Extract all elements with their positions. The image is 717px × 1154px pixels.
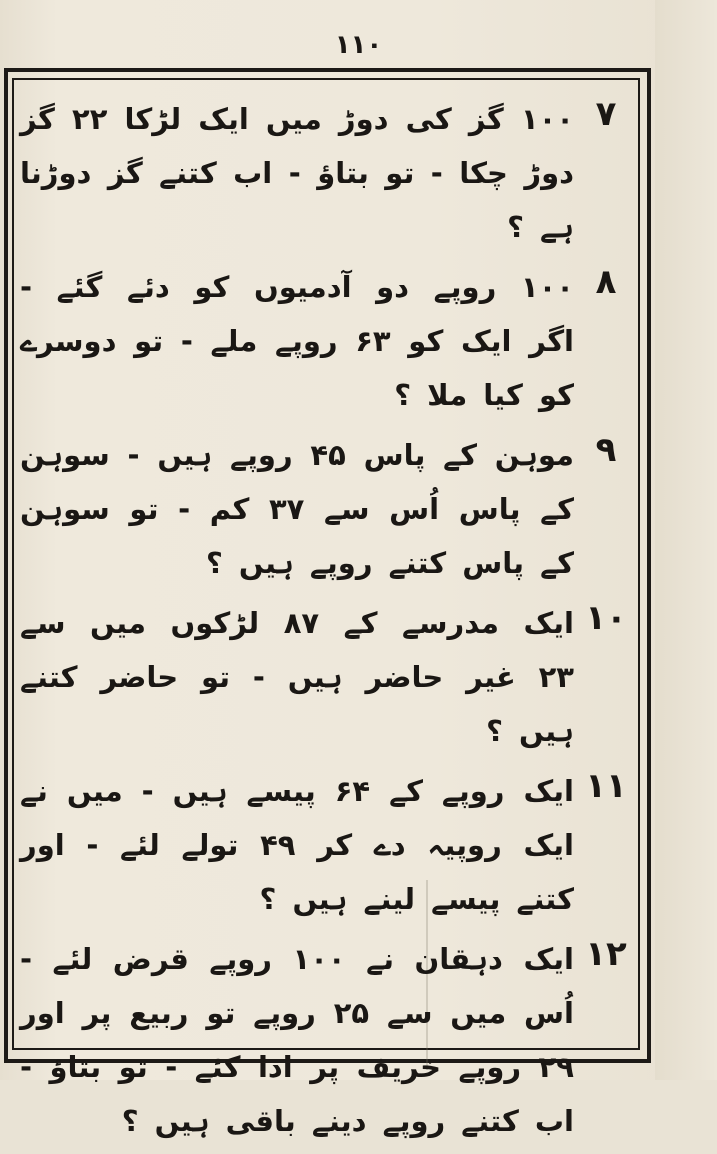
question-number: ۱۲ [585,934,627,974]
question-text: ۱۰۰ روپے دو آدمیوں کو دئے گئے - اگر ایک کو ۶۳ روپے ملے - تو دوسرے کو کیا ملا ؟ [20,270,574,412]
page-margin [655,0,717,1080]
question-number: ۷ [595,94,617,134]
question-12 [20,932,632,1148]
question-list [20,92,632,1154]
page-number: ۱۱۰ [334,30,383,60]
question-number: ۱۰ [585,598,627,638]
question-text: ایک روپے کے ۶۴ پیسے ہیں - میں نے ایک روپیہ دے کر ۴۹ تولے لئے - اور کتنے پیسے لینے ہیں ؟ [20,774,574,916]
question-9 [20,428,632,590]
question-8 [20,260,632,422]
question-text: موہن کے پاس ۴۵ روپے ہیں - سوہن کے پاس اُس سے ۳۷ کم - تو سوہن کے پاس کتنے روپے ہیں ؟ [20,438,574,580]
question-text: ۱۰۰ گز کی دوڑ میں ایک لڑکا ۲۲ گز دوڑ چکا - تو بتاؤ - اب کتنے گز دوڑنا ہے ؟ [20,102,574,244]
question-7 [20,92,632,254]
question-number: ۹ [595,430,617,470]
question-10 [20,596,632,758]
question-text: ایک دہقان نے ۱۰۰ روپے قرض لئے - اُس میں سے ۲۵ روپے تو ربیع پر اور ۲۹ روپے خریف پر ادا کئے - تو بتاؤ - اب کتنے روپے دینے باقی ہیں ؟ [20,942,574,1138]
question-number: ۸ [595,262,617,302]
question-text: ایک مدرسے کے ۸۷ لڑکوں میں سے ۲۳ غیر حاضر ہیں - تو حاضر کتنے ہیں ؟ [20,606,574,748]
question-number: ۱۱ [585,766,627,806]
question-11 [20,764,632,926]
